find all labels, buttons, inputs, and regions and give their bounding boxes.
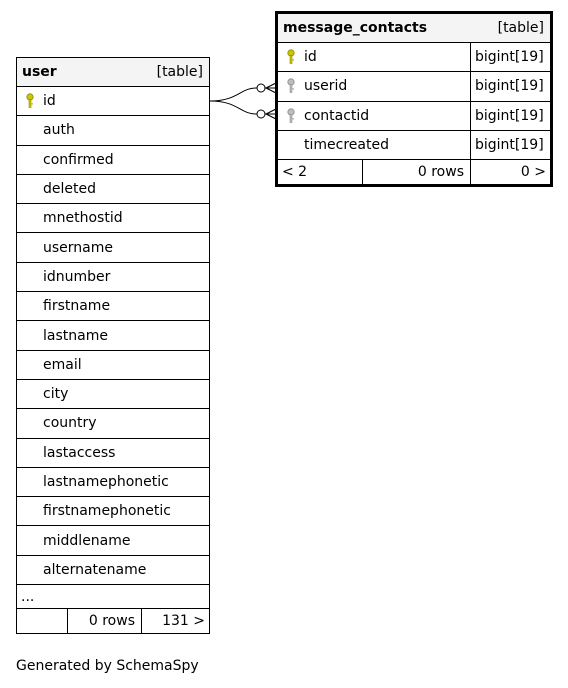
column-name: contactid [304, 107, 370, 124]
column-name: country [43, 415, 97, 432]
column-name: deleted [43, 181, 96, 198]
column-name: confirmed [43, 151, 114, 168]
column-row[interactable] [17, 439, 209, 468]
relationship-contactid [210, 101, 276, 119]
table-type: [table] [156, 64, 203, 80]
relationship-userid [210, 83, 276, 101]
column-type: bigint[19] [470, 43, 550, 71]
column-row[interactable] [17, 233, 209, 262]
table-header [17, 58, 209, 87]
table-footer [17, 609, 209, 633]
column-name: idnumber [43, 268, 111, 285]
column-row[interactable] [17, 321, 209, 350]
footer-children[interactable]: 0 > [470, 160, 550, 184]
column-row[interactable] [278, 72, 550, 101]
column-row[interactable] [17, 116, 209, 145]
table-name[interactable]: user [22, 64, 57, 80]
column-row[interactable] [17, 526, 209, 555]
more-columns-ellipsis: ... [17, 585, 209, 609]
column-row[interactable] [17, 468, 209, 497]
key-icon [278, 108, 304, 124]
table-type: [table] [497, 20, 544, 36]
column-name: email [43, 356, 82, 373]
column-name: mnethostid [43, 210, 123, 227]
footer-row-count: 0 rows [67, 609, 141, 633]
column-type: bigint[19] [470, 102, 550, 130]
column-name: username [43, 239, 113, 256]
column-row[interactable] [17, 87, 209, 116]
key-icon [278, 78, 304, 94]
key-icon [278, 49, 304, 65]
column-row[interactable] [17, 497, 209, 526]
column-row[interactable] [278, 102, 550, 131]
column-type: bigint[19] [470, 131, 550, 159]
column-row[interactable] [17, 409, 209, 438]
key-icon [17, 93, 43, 109]
column-row[interactable] [17, 380, 209, 409]
column-name: lastaccess [43, 444, 116, 461]
footer-children[interactable]: 131 > [141, 609, 209, 633]
column-name: lastname [43, 327, 108, 344]
generated-by-label: Generated by SchemaSpy [16, 658, 199, 674]
column-row[interactable] [17, 292, 209, 321]
column-name: alternatename [43, 561, 147, 578]
column-name: userid [304, 78, 348, 95]
column-row[interactable] [17, 146, 209, 175]
column-type: bigint[19] [470, 72, 550, 100]
column-name: auth [43, 122, 75, 139]
footer-row-count: 0 rows [362, 160, 470, 184]
message-contacts-table [275, 11, 553, 187]
footer-parents[interactable]: < 2 [282, 164, 308, 181]
user-table [16, 57, 210, 634]
column-row[interactable] [278, 131, 550, 160]
column-name: lastnamephonetic [43, 474, 169, 490]
column-row[interactable] [17, 204, 209, 233]
table-header [278, 14, 550, 43]
column-row[interactable] [17, 351, 209, 380]
column-row[interactable] [17, 175, 209, 204]
column-name: city [43, 386, 69, 403]
table-footer [278, 160, 550, 184]
column-row[interactable] [17, 556, 209, 585]
table-name[interactable]: message_contacts [283, 20, 428, 36]
column-row[interactable] [17, 263, 209, 292]
column-name: firstnamephonetic [43, 503, 171, 520]
column-name: middlename [43, 532, 131, 549]
column-name: id [43, 93, 56, 110]
column-row[interactable] [278, 43, 550, 72]
column-name: timecreated [304, 137, 389, 154]
column-name: id [304, 49, 317, 66]
column-name: firstname [43, 298, 111, 315]
footer-parents[interactable] [17, 609, 67, 633]
